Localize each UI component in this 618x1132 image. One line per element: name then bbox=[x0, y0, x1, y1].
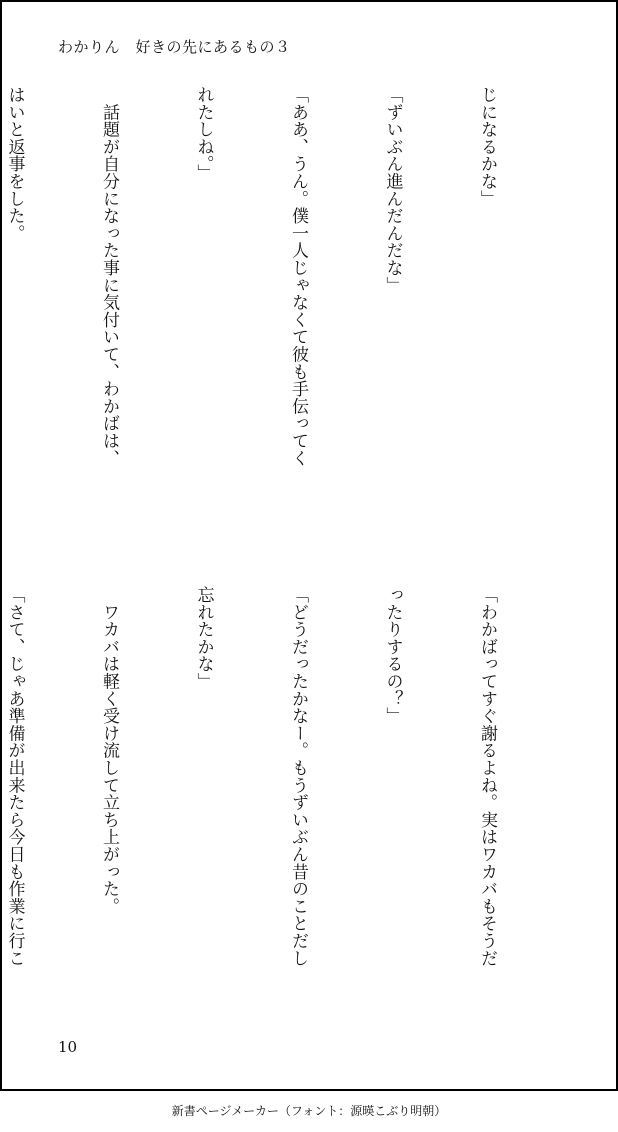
text-column-bottom bbox=[0, 586, 565, 1006]
text-line: 忘れたかな」 bbox=[193, 586, 214, 690]
text-line: 話題が自分になった事に気付いて、わかばは、 bbox=[99, 86, 119, 467]
text-line: 「わかばってすぐ謝るよね。実はワカバもそうだ bbox=[477, 586, 497, 967]
text-line: じになるかな」 bbox=[477, 86, 497, 208]
text-line: 「ずいぶん進んだんだな」 bbox=[382, 86, 403, 294]
running-header: わかりん 好きの先にあるもの３ bbox=[58, 38, 291, 56]
text-line: ったりするの？」 bbox=[382, 586, 403, 725]
page-number: 10 bbox=[58, 1038, 78, 1056]
text-column-top bbox=[0, 86, 565, 526]
text-line: 「どうだったかなー。もうずいぶん昔のことだし bbox=[288, 586, 308, 967]
text-line: ワカバは軽く受け流して立ち上がった。 bbox=[99, 586, 119, 915]
text-line: れたしね。」 bbox=[193, 86, 214, 182]
text-line: はいと返事をした。 bbox=[4, 86, 25, 242]
text-line: 「さて、じゃあ準備が出来たら今日も作業に行こ bbox=[4, 586, 25, 967]
text-line: 「ああ、うん。僕一人じゃなくて彼も手伝ってく bbox=[288, 86, 308, 467]
footer-caption: 新書ページメーカー（フォント：源暎こぶり明朝） bbox=[171, 1104, 447, 1118]
